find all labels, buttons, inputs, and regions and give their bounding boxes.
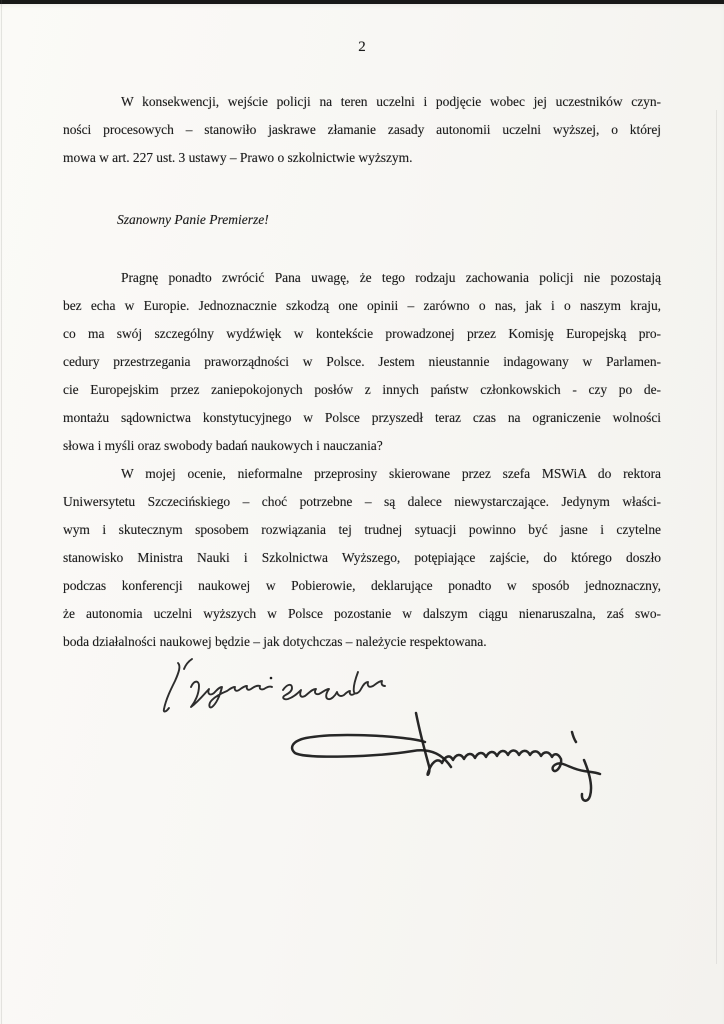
text-line: bez echa w Europie. Jednoznacznie szkodzą one opinii – zarówno o nas, jak i o naszym kraju, <box>63 298 661 313</box>
text-line: podczas konferencji naukowej w Pobierowie, deklarujące ponadto w sposób jednoznaczny, <box>63 578 661 593</box>
paragraph-1 <box>63 88 661 172</box>
salutation: Szanowny Panie Premierze! <box>117 212 269 227</box>
text-line: W konsekwencji, wejście policji na teren uczelni i podjęcie wobec jej uczestników czyn- <box>121 94 661 109</box>
text-line: mowa w art. 227 ust. 3 ustawy – Prawo o szkolnictwie wyższym. <box>63 150 413 165</box>
paragraph-2 <box>63 264 661 460</box>
text-line: stanowisko Ministra Nauki i Szkolnictwa Wyższego, potępiające zajście, do którego doszło <box>63 550 661 565</box>
paragraph-3 <box>63 460 661 656</box>
text-line: cedury przestrzegania praworządności w Polsce. Jestem nieustannie indagowany w Parlamen- <box>63 354 661 369</box>
text-line: boda działalności naukowej będzie – jak dotychczas – należycie respektowana. <box>63 634 487 649</box>
text-line: że autonomia uczelni wyższych w Polsce pozostanie w dalszym ciągu nienaruszalna, zaś swo- <box>63 606 661 621</box>
text-line: słowa i myśli oraz swobody badań naukowych i nauczania? <box>63 438 383 453</box>
text-line: montażu sądownictwa konstytucyjnego w Polsce przyszedł teraz czas na ograniczenie wolności <box>63 410 661 425</box>
text-line: Uniwersytetu Szczecińskiego – choć potrzebne – są dalece niewystarczające. Jedynym właści- <box>63 494 661 509</box>
handwriting-block <box>95 656 615 806</box>
text-line: Pragnę ponadto zwrócić Pana uwagę, że tego rodzaju zachowania policji nie pozostają <box>121 270 661 285</box>
text-line: cie Europejskim przez zaniepokojonych posłów z innych państw członkowskich - czy po de- <box>63 382 661 397</box>
signature <box>292 713 600 801</box>
text-line: co ma swój szczególny wydźwięk w kontekście prowadzonej przez Komisję Europejską pro- <box>63 326 661 341</box>
page-number: 2 <box>358 39 366 55</box>
text-line: wym i skutecznym sposobem rozwiązania tej trudnej sytuacji powinno być jasne i czytelne <box>63 522 661 537</box>
text-line: W mojej ocenie, nieformalne przeprosiny skierowane przez szefa MSWiA do rektora <box>121 466 661 481</box>
handwritten-closing <box>164 659 385 712</box>
text-line: ności procesowych – stanowiło jaskrawe złamanie zasady autonomii uczelni wyższej, o której <box>63 122 661 137</box>
